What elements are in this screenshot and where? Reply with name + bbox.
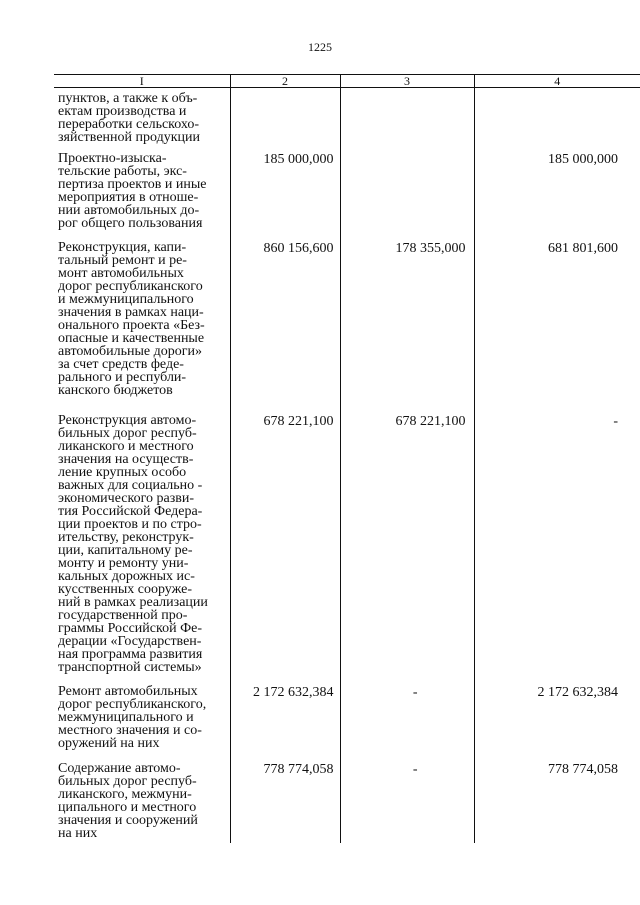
name-line: дорог республиканского, (58, 697, 207, 712)
total-value: 678 221,100 (230, 414, 340, 685)
name-line: канского бюджетов (58, 383, 173, 398)
name-line: монт автомобильных (58, 266, 184, 281)
republic-value: 778 774,058 (474, 762, 640, 843)
header-col-4: 4 (474, 75, 640, 88)
federal-value: - (340, 762, 474, 843)
federal-value: - (340, 685, 474, 762)
name-line: автомобильные дороги» (58, 344, 202, 359)
republic-value: 681 801,600 (474, 241, 640, 414)
federal-value (340, 88, 474, 153)
row-name-cell (54, 152, 230, 241)
name-line: кусственных сооруже- (58, 582, 192, 597)
name-line: нии автомобильных до- (58, 203, 200, 218)
republic-value (474, 88, 640, 153)
total-value: 860 156,600 (230, 241, 340, 414)
budget-table-wrapper (54, 74, 640, 843)
budget-table (54, 74, 640, 843)
page-number: 1225 (308, 40, 332, 54)
name-line: дорог республиканского (58, 279, 203, 294)
name-line: межмуниципального и (58, 710, 194, 725)
name-line: за счет средств феде- (58, 357, 184, 372)
row-name-cell (54, 241, 230, 414)
name-line: ципального и местного (58, 800, 197, 815)
name-line: бильных дорог респуб- (58, 426, 197, 441)
name-line: на них (58, 826, 98, 841)
name-line: оружений на них (58, 736, 160, 751)
name-line: государственной про- (58, 608, 188, 623)
name-line: пертиза проектов и иные (58, 177, 207, 192)
name-line: Реконструкция автомо- (58, 413, 197, 428)
name-line: Содержание автомо- (58, 761, 181, 776)
header-col-2: 2 (230, 75, 340, 88)
row-name-cell (54, 762, 230, 843)
name-line: Реконструкция, капи- (58, 240, 187, 255)
name-line: рог общего пользования (58, 216, 203, 231)
name-line: дерации «Государствен- (58, 634, 202, 649)
name-line: ление крупных особо (58, 465, 187, 480)
total-value: 2 172 632,384 (230, 685, 340, 762)
name-line: опасные и качественные (58, 331, 205, 346)
total-value: 185 000,000 (230, 152, 340, 241)
name-line: кальных дорожных ис- (58, 569, 195, 584)
name-line: Ремонт автомобильных (58, 684, 198, 699)
federal-value: 178 355,000 (340, 241, 474, 414)
name-line: онального проекта «Без- (58, 318, 205, 333)
name-line: зяйственной продукции (58, 130, 201, 145)
name-line: и межмуниципального (58, 292, 194, 307)
name-line: пунктов, а также к объ- (58, 91, 198, 106)
name-line: ная программа развития (58, 647, 203, 662)
table-row (54, 241, 640, 414)
name-line: Проектно-изыска- (58, 151, 167, 166)
federal-value: 678 221,100 (340, 414, 474, 685)
name-line: экономического разви- (58, 491, 194, 506)
table-row (54, 414, 640, 685)
row-name-cell (54, 685, 230, 762)
row-name-cell (54, 88, 230, 153)
federal-value (340, 152, 474, 241)
header-col-3: 3 (340, 75, 474, 88)
name-line: ительству, реконструк- (58, 530, 194, 545)
name-line: ний в рамках реализации (58, 595, 208, 610)
name-line: значения в рамках наци- (58, 305, 204, 320)
republic-value: - (474, 414, 640, 685)
republic-value: 2 172 632,384 (474, 685, 640, 762)
table-row (54, 88, 640, 153)
name-line: тия Российской Федера- (58, 504, 203, 519)
name-line: ции, капитальному ре- (58, 543, 193, 558)
name-line: бильных дорог респуб- (58, 774, 197, 789)
name-line: значения и сооружений (58, 813, 198, 828)
header-col-1: I (54, 75, 230, 88)
republic-value: 185 000,000 (474, 152, 640, 241)
total-value: 778 774,058 (230, 762, 340, 843)
name-line: тальный ремонт и ре- (58, 253, 187, 268)
row-name-cell (54, 414, 230, 685)
name-line: рального и республи- (58, 370, 187, 385)
total-value (230, 88, 340, 153)
name-line: переработки сельскохо- (58, 117, 200, 132)
table-row (54, 762, 640, 843)
name-line: транспортной системы» (58, 660, 202, 675)
name-line: граммы Российской Фе- (58, 621, 203, 636)
name-line: тельские работы, экс- (58, 164, 187, 179)
name-line: мероприятия в отноше- (58, 190, 199, 205)
name-line: ликанского, межмуни- (58, 787, 192, 802)
name-line: монту и ремонту уни- (58, 556, 189, 571)
name-line: значения на осуществ- (58, 452, 194, 467)
name-line: ектам производства и (58, 104, 187, 119)
name-line: местного значения и со- (58, 723, 202, 738)
table-row (54, 152, 640, 241)
name-line: ции проектов и по стро- (58, 517, 202, 532)
name-line: важных для социально - (58, 478, 203, 493)
header-row (54, 75, 640, 88)
table-row (54, 685, 640, 762)
name-line: ликанского и местного (58, 439, 194, 454)
